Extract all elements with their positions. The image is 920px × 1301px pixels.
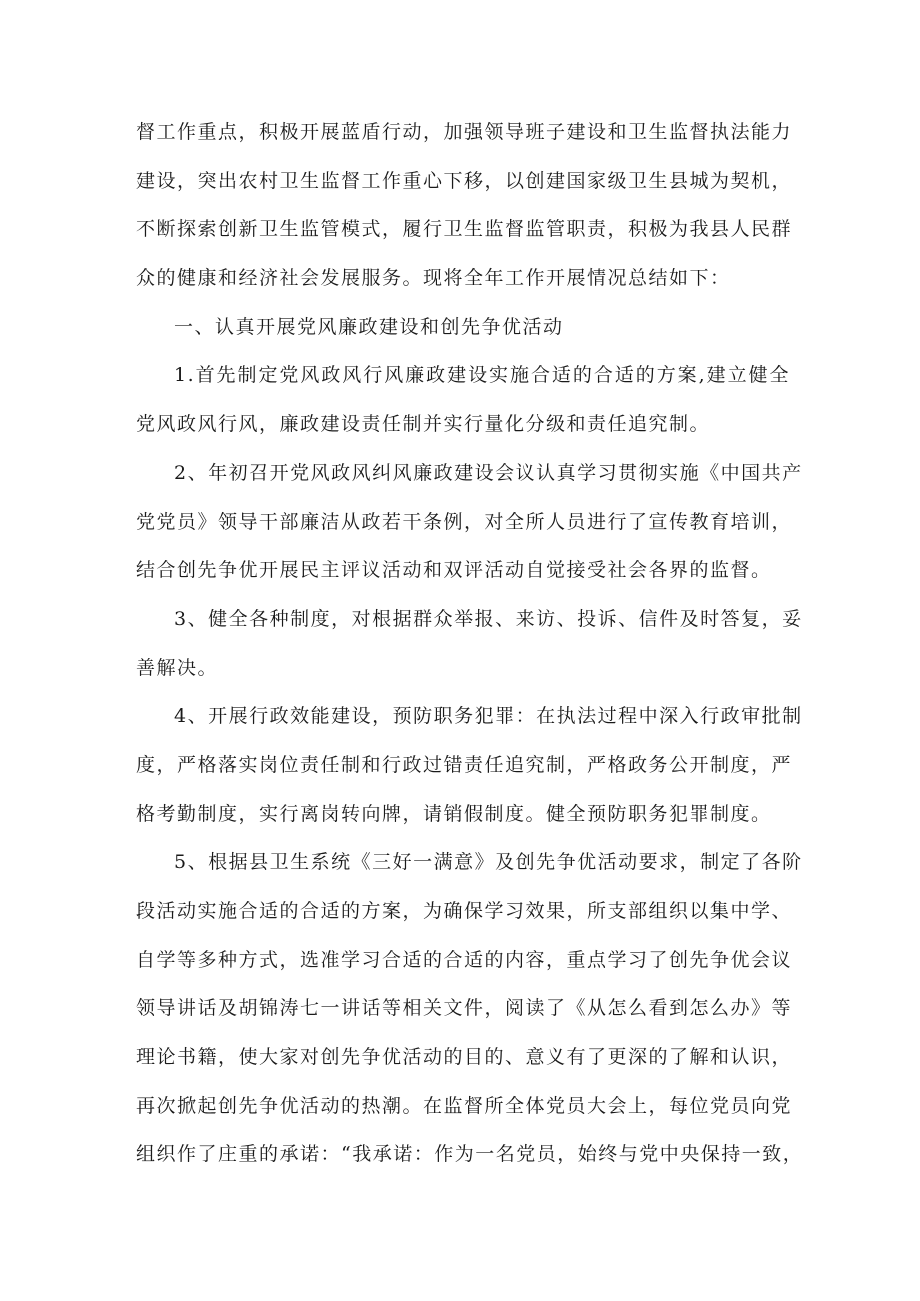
text-line: 5、根据县卫生系统《三好一满意》及创先争优活动要求，制定了各阶	[174, 851, 803, 874]
text-line: 党风政风行风，廉政建设责任制并实行量化分级和责任追究制。	[136, 413, 711, 436]
text-line: 理论书籍，使大家对创先争优活动的目的、意义有了更深的了解和认识，	[136, 1046, 793, 1069]
text-line: 再次掀起创先争优活动的热潮。在监督所全体党员大会上，每位党员向党	[136, 1094, 793, 1117]
document-body	[136, 108, 804, 1179]
text-line: 组织作了庄重的承诺：“我承诺：作为一名党员，始终与党中央保持一致，	[136, 1143, 804, 1166]
text-line: 领导讲话及胡锦涛七一讲话等相关文件，阅读了《从怎么看到怎么办》等	[136, 997, 793, 1020]
text-line: 段活动实施合适的合适的方案，为确保学习效果，所支部组织以集中学、	[136, 900, 793, 922]
text-line: 结合创先争优开展民主评议活动和双评活动自觉接受社会各界的监督。	[136, 559, 772, 582]
text-line: 3、健全各种制度，对根据群众举报、来访、投诉、信件及时答复，妥	[174, 607, 803, 630]
text-line: 度，严格落实岗位责任制和行政过错责任追究制，严格政务公开制度，严	[136, 753, 793, 776]
text-line: 善解决。	[136, 656, 219, 679]
text-line: 众的健康和经济社会发展服务。现将全年工作开展情况总结如下：	[136, 267, 731, 290]
text-line: 建设，突出农村卫生监督工作重心下移，以创建国家级卫生县城为契机，	[136, 169, 793, 192]
text-line: 督工作重点，积极开展蓝盾行动，加强领导班子建设和卫生监督执法能力	[136, 121, 793, 143]
text-line: 党党员》领导干部廉洁从政若干条例，对全所人员进行了宣传教育培训，	[136, 510, 793, 533]
text-line: 1.首先制定党风政风行风廉政建设实施合适的合适的方案,建立健全	[174, 364, 790, 387]
text-line: 格考勤制度，实行离岗转向牌，请销假制度。健全预防职务犯罪制度。	[136, 802, 772, 825]
section-heading: 一、认真开展党风廉政建设和创先争优活动	[174, 315, 564, 338]
text-line: 自学等多种方式，选准学习合适的合适的内容，重点学习了创先争优会议	[136, 948, 793, 971]
text-line: 不断探索创新卫生监管模式，履行卫生监督监管职责，积极为我县人民群	[136, 218, 793, 241]
text-line: 4、开展行政效能建设，预防职务犯罪：在执法过程中深入行政审批制	[174, 705, 803, 728]
text-line: 2、年初召开党风政风纠风廉政建设会议认真学习贯彻实施《中国共产	[174, 461, 803, 484]
